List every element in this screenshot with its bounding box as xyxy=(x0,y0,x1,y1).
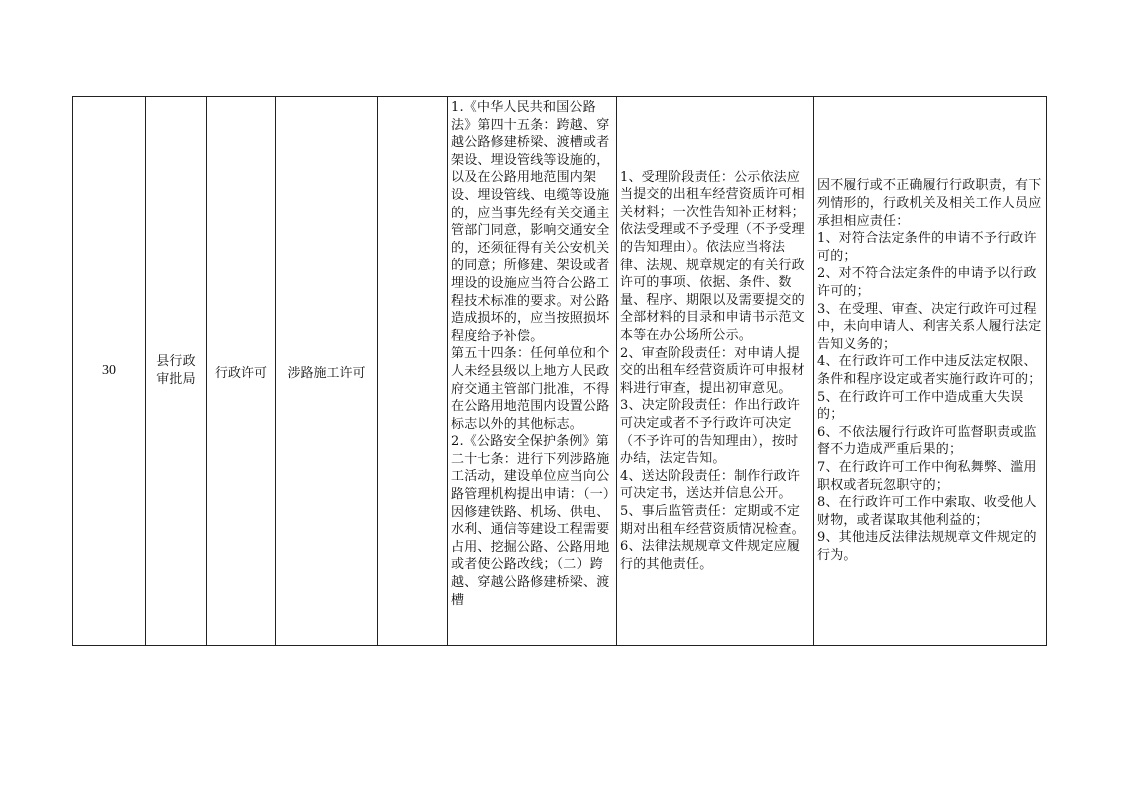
responsibility-cell xyxy=(617,97,814,646)
responsibility-item: 3、决定阶段责任：作出行政许可决定或者不予行政许可决定（不予许可的告知理由），按时办结，法定告知。 xyxy=(620,398,801,467)
legal-basis-paragraph: 1.《中华人民共和国公路法》第四十五条：跨越、穿越公路修建桥梁、渡槽或者架设、埋设管线等设施的，以及在公路用地范围内架设、埋设管线、电缆等设施的，应当事先经有关交通主管部门同意，影响交通安全的，还须征得有关公安机关的同意；所修建、架设或者埋设的设施应当符合公路工程技术标准的要求。对公路造成损坏的，应当按照损坏程度给予补偿。 xyxy=(451,100,610,344)
liability-item: 5、在行政许可工作中造成重大失误的； xyxy=(817,389,1024,423)
department-name: 县行政审批局 xyxy=(156,354,196,387)
subitem-cell xyxy=(378,97,448,646)
liability-item: 9、其他违反法律法规规章文件规定的行为。 xyxy=(817,530,1037,563)
responsibility-item: 4、送达阶段责任：制作行政许可决定书，送达并信息公开。 xyxy=(620,468,801,502)
power-item-name: 涉路施工许可 xyxy=(287,365,366,381)
legal-basis-cell xyxy=(448,97,617,646)
liability-item: 6、不依法履行行政许可监督职责或监督不力造成严重后果的； xyxy=(817,424,1037,458)
responsibility-item: 5、事后监管责任：定期或不定期对出租车经营资质情况检查。 xyxy=(620,503,805,537)
responsibility-text xyxy=(617,169,813,574)
liability-item: 7、在行政许可工作中徇私舞弊、滥用职权或者玩忽职守的； xyxy=(817,459,1037,493)
liability-intro: 因不履行或不正确履行行政职责，有下列情形的，行政机关及相关工作人员应承担相应责任： xyxy=(817,178,1042,229)
liability-cell xyxy=(814,97,1047,646)
department-cell xyxy=(146,97,207,646)
legal-basis-text xyxy=(448,97,616,645)
power-category: 行政许可 xyxy=(214,365,267,381)
legal-basis-paragraph: 2.《公路安全保护条例》第二十七条：进行下列涉路施工活动，建设单位应当向公路管理机构提出申请：（一）因修建铁路、机场、供电、水利、通信等建设工程需要占用、挖掘公路、公路用地或者使公路改线；（二）跨越、穿越公路修建桥梁、渡槽 xyxy=(451,434,610,608)
liability-item: 8、在行政许可工作中索取、收受他人财物，或者谋取其他利益的； xyxy=(817,495,1037,528)
row-number: 30 xyxy=(102,363,116,378)
liability-item: 1、对符合法定条件的申请不予行政许可的； xyxy=(817,231,1037,264)
responsibility-item: 2、审查阶段责任：对申请人提交的出租车经营资质许可申报材料进行审查，提出初审意见。 xyxy=(620,345,805,396)
liability-item: 3、在受理、审查、决定行政许可过程中，未向申请人、利害关系人履行法定告知义务的； xyxy=(817,301,1042,352)
item-name-cell xyxy=(276,97,378,646)
category-cell xyxy=(207,97,276,646)
liability-item: 2、对不符合法定条件的申请予以行政许可的； xyxy=(817,266,1037,300)
power-list-table xyxy=(72,96,1047,646)
legal-basis-paragraph: 第五十四条：任何单位和个人未经县级以上地方人民政府交通主管部门批准，不得在公路用地范围内设置公路标志以外的其他标志。 xyxy=(451,346,610,432)
liability-text xyxy=(814,177,1046,564)
responsibility-item: 6、法律法规规章文件规定应履行的其他责任。 xyxy=(620,539,801,572)
liability-item: 4、在行政许可工作中违反法定权限、条件和程序设定或者实施行政许可的； xyxy=(817,354,1042,387)
row-number-cell xyxy=(73,97,146,646)
table-row xyxy=(73,97,1047,646)
responsibility-item: 1、受理阶段责任：公示依法应当提交的出租车经营资质许可相关材料；一次性告知补正材料；依法受理或不予受理（不予受理的告知理由）。依法应当将法律、法规、规章规定的有关行政许可的事项、依据、条件、数量、程序、期限以及需要提交的全部材料的目录和申请书示范文本等在办公场所公示。 xyxy=(620,169,805,344)
